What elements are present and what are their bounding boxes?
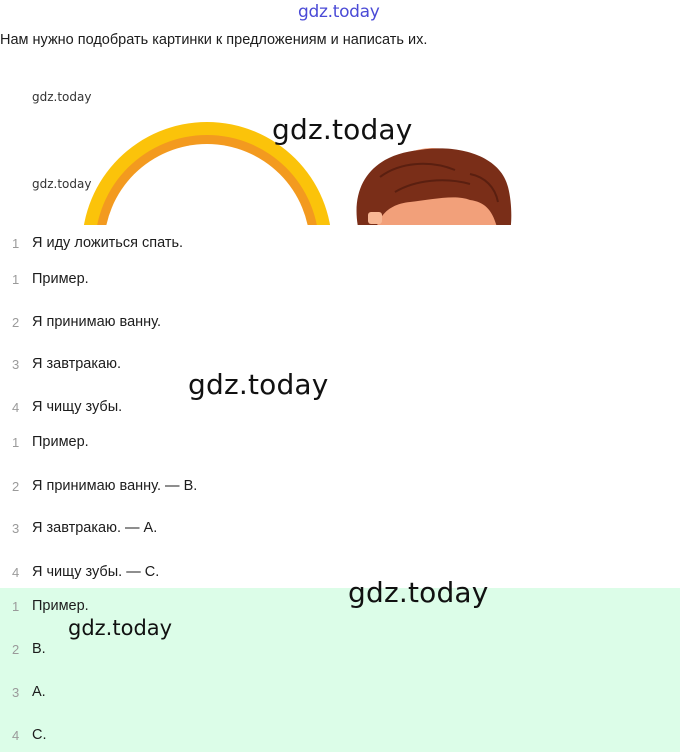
watermark-medium: gdz.today: [68, 616, 173, 640]
watermark-large-3: gdz.today: [348, 576, 489, 609]
watermark-large-2: gdz.today: [188, 368, 329, 401]
answer-row: [0, 637, 46, 661]
watermark-large-1: gdz.today: [272, 113, 413, 146]
example-row: [0, 560, 159, 584]
example-text: Пример.: [32, 434, 89, 450]
answer-text: Пример.: [32, 598, 89, 614]
task-text: Я принимаю ванну.: [32, 314, 162, 330]
example-number: 1: [12, 434, 20, 450]
example-number: 4: [12, 564, 20, 580]
task-text: Я чищу зубы.: [32, 399, 123, 415]
task-row: [0, 231, 183, 255]
task-text: Я завтракаю.: [32, 356, 121, 372]
watermark-small-2: gdz.today: [32, 177, 92, 191]
watermark-top: gdz.today: [298, 2, 380, 22]
example-row: [0, 516, 157, 540]
answer-number: 1: [12, 598, 20, 614]
answer-number: 2: [12, 641, 20, 657]
answer-text: A.: [32, 684, 46, 700]
example-row: [0, 430, 89, 454]
task-text: Я иду ложиться спать.: [32, 235, 184, 251]
answer-text: B.: [32, 641, 46, 657]
task-text: Пример.: [32, 271, 89, 287]
example-number: 2: [12, 478, 20, 494]
task-number: 1: [12, 271, 20, 287]
answer-row: [0, 594, 89, 618]
answer-row: [0, 723, 47, 747]
example-row: [0, 474, 197, 498]
task-number: 4: [12, 399, 20, 415]
answer-number: 4: [12, 727, 20, 743]
task-row: [0, 310, 161, 334]
intro-text: Нам нужно подобрать картинки к предложениям и написать их.: [0, 32, 428, 48]
task-number: 1: [12, 235, 20, 251]
answer-number: 3: [12, 684, 20, 700]
answer-block: [0, 588, 680, 752]
example-text: Я чищу зубы. — C.: [32, 564, 160, 580]
answer-text: C.: [32, 727, 47, 743]
task-number: 3: [12, 356, 20, 372]
boy-ear: [368, 212, 382, 224]
task-number: 2: [12, 314, 20, 330]
task-row: [0, 395, 122, 419]
task-row: [0, 352, 121, 376]
example-text: Я завтракаю. — A.: [32, 520, 158, 536]
example-text: Я принимаю ванну. — B.: [32, 478, 198, 494]
example-number: 3: [12, 520, 20, 536]
task-row: [0, 267, 89, 291]
answer-row: [0, 680, 46, 704]
watermark-small-1: gdz.today: [32, 90, 92, 104]
